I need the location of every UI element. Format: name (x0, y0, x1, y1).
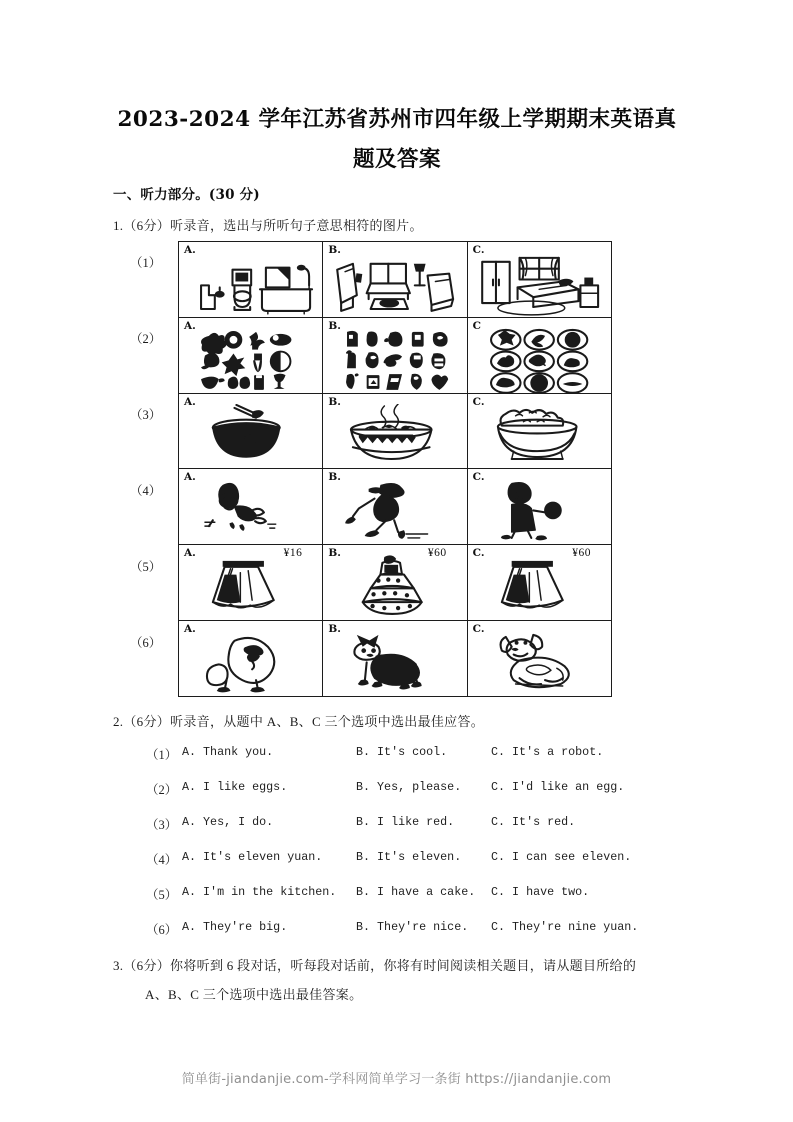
question-1-stem: 1.（6分）听录音，选出与所听句子意思相符的图片。 (113, 218, 423, 233)
price-label: ¥60 (572, 547, 591, 560)
option-b[interactable]: B. I like red. (356, 815, 455, 829)
option-a[interactable]: A. It's eleven yuan. (182, 850, 323, 864)
option-number: （6） (146, 923, 178, 937)
option-cell-3a[interactable] (179, 394, 323, 469)
option-label: B. (328, 395, 341, 408)
footer-watermark: 简单街-jiandanjie.com-学科网简单学习一条街 https://jiandanjie.com (181, 1072, 612, 1087)
child-running-icon (323, 479, 466, 544)
option-b[interactable]: B. It's eleven. (356, 850, 462, 864)
living-room-icon (323, 252, 466, 317)
option-label: A. (184, 244, 196, 256)
option-cell-6a[interactable] (179, 621, 323, 696)
row-index-2: （2） (130, 332, 162, 346)
option-cell-4a[interactable] (179, 469, 323, 544)
option-c[interactable]: C. I can see eleven. (491, 850, 632, 864)
row-index-4: （4） (130, 484, 162, 498)
option-label: A. (184, 547, 196, 560)
q2-option-row-4 (146, 850, 706, 872)
option-cell-2b[interactable] (323, 318, 467, 393)
option-number: （4） (146, 853, 178, 867)
picture-choice-table (178, 241, 612, 697)
option-label: B. (328, 547, 341, 560)
option-label: C. (472, 547, 485, 560)
child-ball-icon (468, 479, 611, 544)
option-a[interactable]: A. They're big. (182, 920, 288, 934)
option-label: B. (328, 623, 341, 636)
option-label: C. (472, 471, 485, 484)
option-label: B. (328, 471, 341, 484)
bedroom-icon (468, 252, 611, 317)
option-cell-1c[interactable] (468, 242, 611, 317)
noodles-chopsticks-icon (179, 404, 322, 469)
skirt-icon (179, 555, 322, 620)
option-label: A. (184, 623, 196, 636)
option-cell-4b[interactable] (323, 469, 467, 544)
fluffy-dog-icon (179, 631, 322, 696)
rice-bowl-icon (468, 404, 611, 469)
row-index-1: （1） (130, 256, 162, 270)
q2-option-row-3 (146, 815, 706, 837)
option-c[interactable]: C. I'd like an egg. (491, 780, 625, 794)
option-cell-2a[interactable] (179, 318, 323, 393)
price-label: ¥60 (427, 547, 447, 560)
skirt-icon (468, 555, 611, 620)
option-label: C. (472, 623, 485, 636)
option-cell-6c[interactable] (468, 621, 611, 696)
option-c[interactable]: C. It's red. (491, 815, 576, 829)
option-cell-1b[interactable] (323, 242, 467, 317)
table-row (179, 242, 611, 318)
child-swimming-icon (179, 479, 322, 544)
plate-grid-icon (468, 328, 611, 393)
price-label: ¥16 (283, 547, 303, 560)
lying-dog-icon (468, 631, 611, 696)
question-3-stem-line2: A、B、C 三个选项中选出最佳答案。 (145, 987, 363, 1002)
table-row (179, 621, 611, 696)
option-number: （2） (146, 783, 178, 797)
option-label: A. (184, 395, 196, 408)
soup-bowl-steam-icon (323, 404, 466, 469)
option-c[interactable]: C. I have two. (491, 885, 590, 899)
option-cell-3c[interactable] (468, 394, 611, 469)
option-a[interactable]: A. Thank you. (182, 745, 274, 759)
option-number: （3） (146, 818, 178, 832)
flower-grid-icon (179, 328, 322, 393)
table-row (179, 545, 611, 621)
option-number: （5） (146, 888, 178, 902)
q2-option-row-5 (146, 885, 706, 907)
object-grid-icon (323, 328, 466, 393)
option-a[interactable]: A. I like eggs. (182, 780, 288, 794)
option-b[interactable]: B. I have a cake. (356, 885, 476, 899)
q2-option-row-2 (146, 780, 706, 802)
row-index-5: （5） (130, 560, 162, 574)
option-cell-2c[interactable] (468, 318, 611, 393)
option-cell-4c[interactable] (468, 469, 611, 544)
option-a[interactable]: A. I'm in the kitchen. (182, 885, 337, 899)
option-cell-6b[interactable] (323, 621, 467, 696)
option-cell-5b[interactable] (323, 545, 467, 620)
option-a[interactable]: A. Yes, I do. (182, 815, 274, 829)
page-title: 2023-2024 学年江苏省苏州市四年级上学期期末英语真题及答案 (117, 107, 677, 172)
option-cell-5a[interactable] (179, 545, 323, 620)
option-c[interactable]: C. It's a robot. (491, 745, 604, 759)
option-cell-3b[interactable] (323, 394, 467, 469)
option-label: B. (328, 319, 341, 332)
question-2-stem: 2.（6分）听录音，从题中 A、B、C 三个选项中选出最佳应答。 (113, 714, 485, 729)
row-index-3: （3） (130, 408, 162, 422)
table-row (179, 318, 611, 394)
bathroom-icon (179, 252, 322, 317)
option-cell-1a[interactable] (179, 242, 323, 317)
option-b[interactable]: B. It's cool. (356, 745, 448, 759)
option-c[interactable]: C. They're nine yuan. (491, 920, 639, 934)
dress-icon (323, 555, 466, 620)
option-b[interactable]: B. They're nice. (356, 920, 469, 934)
row-index-6: （6） (130, 636, 162, 650)
option-label: A. (184, 319, 196, 332)
corgi-dog-icon (323, 631, 466, 696)
table-row (179, 394, 611, 470)
q2-option-row-6 (146, 920, 706, 942)
option-number: （1） (146, 748, 178, 762)
option-label: C. (472, 244, 485, 256)
option-label: C (472, 319, 482, 332)
option-label: A. (184, 471, 196, 484)
option-cell-5c[interactable] (468, 545, 611, 620)
option-label: C. (472, 395, 485, 408)
section-heading-listening: 一、听力部分。(30 分) (113, 187, 260, 203)
table-row (179, 469, 611, 545)
option-b[interactable]: B. Yes, please. (356, 780, 462, 794)
question-3-stem-line1: 3.（6分）你将听到 6 段对话，听每段对话前，你将有时间阅读相关题目，请从题目所给的 (113, 958, 637, 973)
q2-option-row-1 (146, 745, 706, 767)
option-label: B. (328, 244, 341, 256)
